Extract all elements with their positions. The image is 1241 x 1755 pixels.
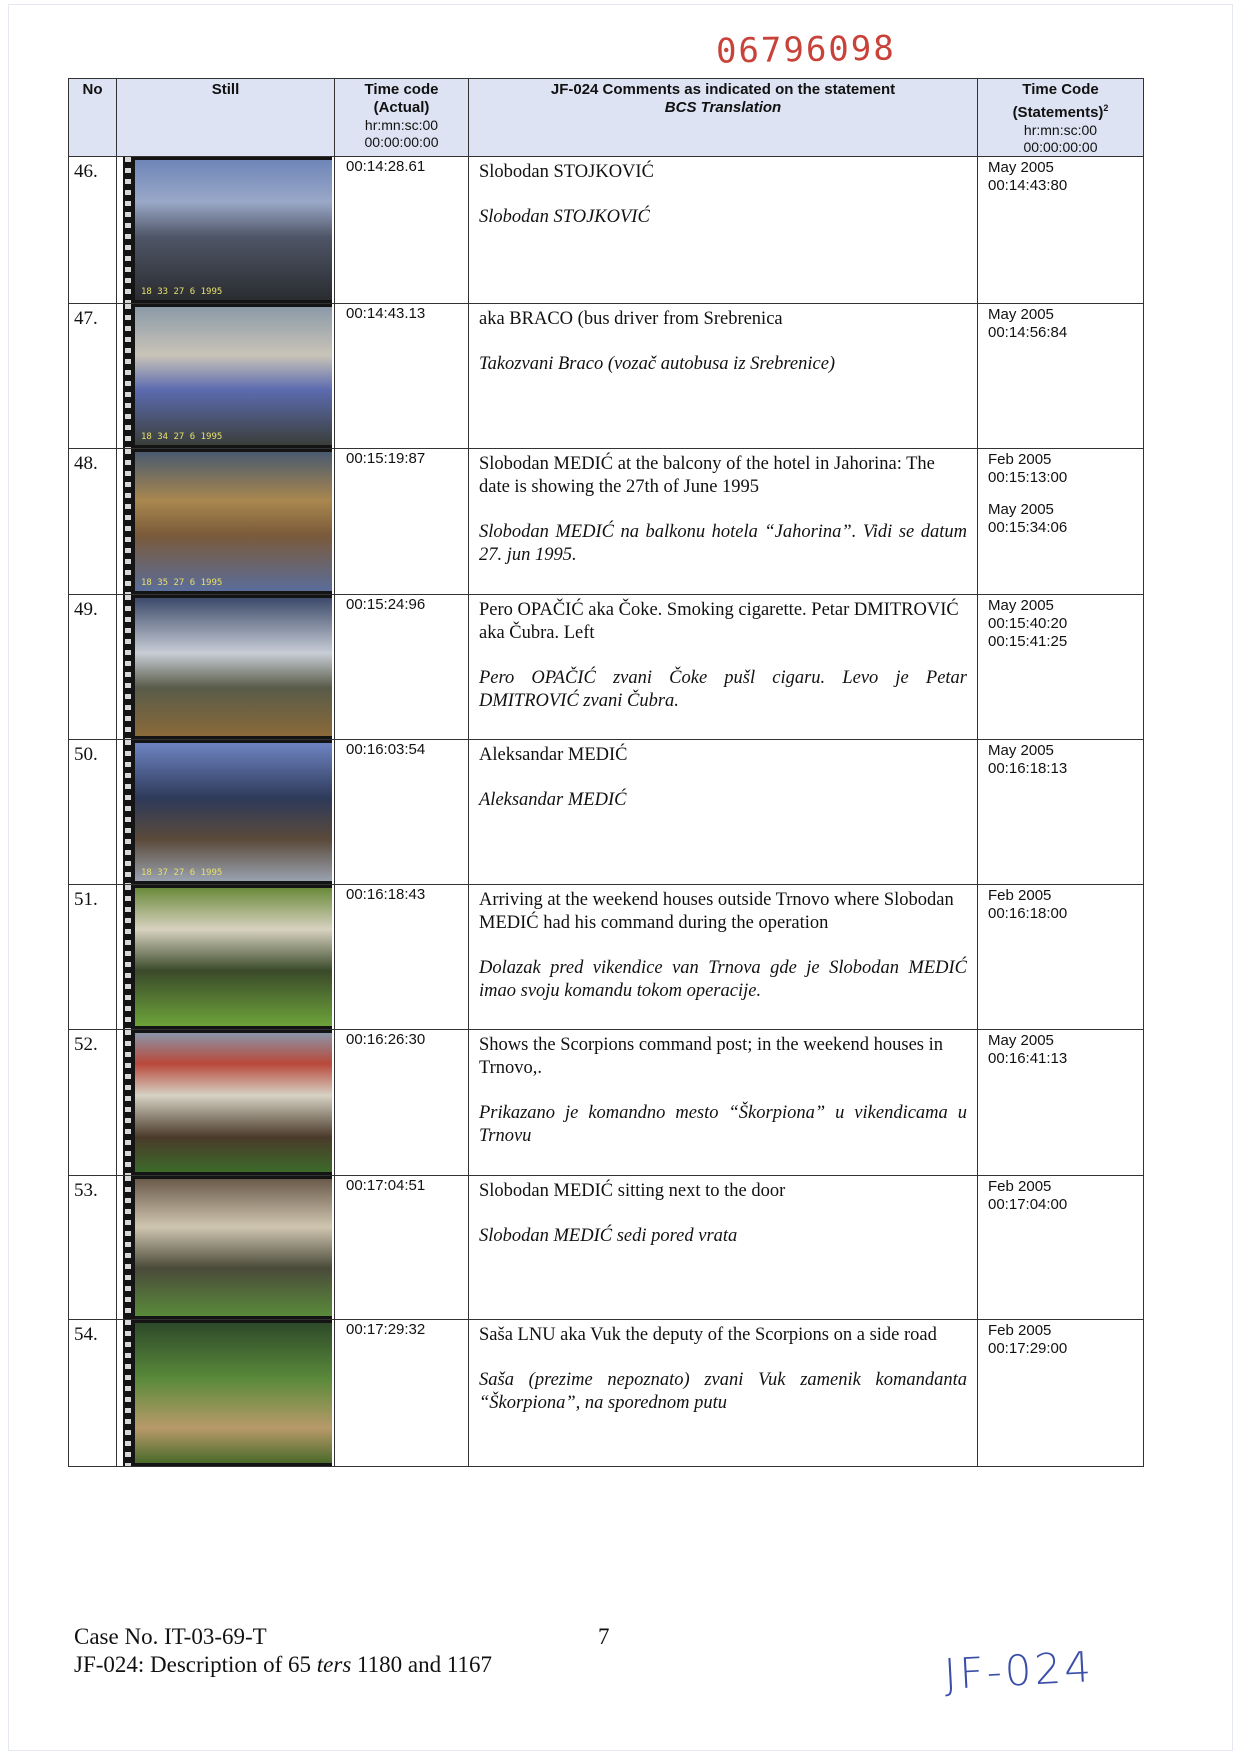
comment-bcs-translation: Saša (prezime nepoznato) zvani Vuk zamenik komandanta “Škorpiona”, na sporednom putu <box>479 1370 967 1413</box>
statement-timecode: 00:15:41:25 <box>988 633 1068 650</box>
comment-cell <box>469 449 978 595</box>
still-date-stamp: 18 34 27 6 1995 <box>141 432 223 442</box>
still-date-stamp: 18 37 27 6 1995 <box>141 868 223 878</box>
row-number: 53. <box>69 1176 117 1320</box>
comment-bcs-translation: Slobodan STOJKOVIĆ <box>479 207 650 227</box>
header-comments: JF-024 Comments as indicated on the statement BCS Translation <box>469 79 978 157</box>
comment-cell <box>469 1030 978 1176</box>
time-code-actual: 00:16:18:43 <box>335 885 469 1030</box>
time-code-actual: 00:15:19:87 <box>335 449 469 595</box>
video-still <box>117 885 335 1030</box>
still-image <box>135 743 332 881</box>
row-number: 47. <box>69 304 117 449</box>
comment-cell <box>469 1320 978 1467</box>
statement-timecode: May 2005 <box>988 159 1054 176</box>
video-still <box>117 449 335 595</box>
statement-timecode: May 2005 <box>988 501 1054 518</box>
comment-english: Saša LNU aka Vuk the deputy of the Scorpions on a side road <box>479 1325 937 1345</box>
statement-table <box>68 78 1144 1467</box>
statement-timecode: May 2005 <box>988 597 1054 614</box>
header-time-code-statements: Time Code (Statements)$^2$ hr:mn:sc:00 00:00:00:00 <box>978 79 1144 157</box>
handwritten-exhibit-mark: JF-024 <box>942 1642 1096 1699</box>
comment-english: Shows the Scorpions command post; in the weekend houses in Trnovo,. <box>479 1035 943 1078</box>
video-still <box>117 1030 335 1176</box>
video-still <box>117 595 335 740</box>
film-strip <box>123 157 332 303</box>
statement-timecode: May 2005 <box>988 306 1054 323</box>
video-still <box>117 740 335 885</box>
video-still <box>117 157 335 304</box>
table-row <box>69 595 1144 740</box>
statement-timecode: 00:16:18:13 <box>988 760 1068 777</box>
statement-timecode: 00:14:56:84 <box>988 324 1068 341</box>
row-number: 52. <box>69 1030 117 1176</box>
comment-bcs-translation: Slobodan MEDIĆ sedi pored vrata <box>479 1226 738 1246</box>
time-code-actual: 00:16:03:54 <box>335 740 469 885</box>
row-number: 46. <box>69 157 117 304</box>
comment-cell <box>469 595 978 740</box>
comment-cell <box>469 1176 978 1320</box>
statement-timecode: 00:16:41:13 <box>988 1050 1068 1067</box>
statement-timecode: May 2005 <box>988 1032 1054 1049</box>
table-row <box>69 1176 1144 1320</box>
film-strip <box>123 1176 332 1319</box>
comment-bcs-translation: Dolazak pred vikendice van Trnova gde je Slobodan MEDIĆ imao svoju komandu tokom operacije. <box>479 958 967 1001</box>
still-image <box>135 1179 332 1316</box>
still-image <box>135 598 332 736</box>
statement-timecode: 00:16:18:00 <box>988 905 1068 922</box>
still-date-stamp: 18 33 27 6 1995 <box>141 287 223 297</box>
statement-timecode: 00:15:40:20 <box>988 615 1068 632</box>
row-number: 48. <box>69 449 117 595</box>
comment-english: aka BRACO (bus driver from Srebrenica <box>479 309 783 329</box>
comment-english: Aleksandar MEDIĆ <box>479 745 628 765</box>
film-strip <box>123 885 332 1029</box>
still-image <box>135 1033 332 1172</box>
comment-bcs-translation: Aleksandar MEDIĆ <box>479 790 627 810</box>
row-number: 49. <box>69 595 117 740</box>
table-row <box>69 449 1144 595</box>
comment-english: Pero OPAČIĆ aka Čoke. Smoking cigarette. Petar DMITROVIĆ aka Čubra. Left <box>479 600 959 643</box>
time-code-statements <box>978 449 1144 595</box>
time-code-statements <box>978 595 1144 740</box>
table-row <box>69 157 1144 304</box>
header-still: Still <box>117 79 335 157</box>
time-code-statements <box>978 885 1144 1030</box>
table-row <box>69 740 1144 885</box>
time-code-actual: 00:14:28.61 <box>335 157 469 304</box>
header-time-code-actual: Time code (Actual) hr:mn:sc:00 00:00:00:00 <box>335 79 469 157</box>
still-image <box>135 1323 332 1463</box>
still-image <box>135 307 332 445</box>
comment-bcs-translation: Pero OPAČIĆ zvani Čoke pušl cigaru. Levo je Petar DMITROVIĆ zvani Čubra. <box>479 668 967 711</box>
statement-timecode: 00:15:34:06 <box>988 519 1068 536</box>
still-image <box>135 452 332 591</box>
comment-english: Slobodan STOJKOVIĆ <box>479 162 654 182</box>
row-number: 51. <box>69 885 117 1030</box>
comment-bcs-translation: Takozvani Braco (vozač autobusa iz Srebrenice) <box>479 354 836 374</box>
statement-timecode: Feb 2005 <box>988 1322 1052 1339</box>
comment-bcs-translation: Slobodan MEDIĆ na balkonu hotela “Jahorina”. Vidi se datum 27. jun 1995. <box>479 522 967 565</box>
time-code-statements <box>978 304 1144 449</box>
document-stamp-number: 06796098 <box>715 28 897 72</box>
table-row <box>69 1320 1144 1467</box>
statement-timecode: Feb 2005 <box>988 451 1052 468</box>
still-image <box>135 160 332 300</box>
statement-timecode: 00:14:43:80 <box>988 177 1068 194</box>
table-header-row <box>69 79 1144 157</box>
film-strip <box>123 1320 332 1466</box>
statement-timecode: Feb 2005 <box>988 1178 1052 1195</box>
comment-english: Slobodan MEDIĆ sitting next to the door <box>479 1181 786 1201</box>
time-code-actual: 00:16:26:30 <box>335 1030 469 1176</box>
comment-bcs-translation: Prikazano je komandno mesto “Škorpiona” u vikendicama u Trnovu <box>479 1103 967 1146</box>
video-still <box>117 1176 335 1320</box>
table-row <box>69 1030 1144 1176</box>
time-code-actual: 00:17:29:32 <box>335 1320 469 1467</box>
film-strip <box>123 449 332 594</box>
comment-cell <box>469 740 978 885</box>
statement-timecode: 00:17:29:00 <box>988 1340 1068 1357</box>
comment-cell <box>469 885 978 1030</box>
video-still <box>117 304 335 449</box>
time-code-statements <box>978 1030 1144 1176</box>
time-code-statements <box>978 1176 1144 1320</box>
still-image <box>135 888 332 1026</box>
row-number: 54. <box>69 1320 117 1467</box>
time-code-actual: 00:14:43.13 <box>335 304 469 449</box>
film-strip <box>123 1030 332 1175</box>
time-code-statements <box>978 1320 1144 1467</box>
statement-timecode: Feb 2005 <box>988 887 1052 904</box>
table-row <box>69 304 1144 449</box>
statement-timecode: 00:17:04:00 <box>988 1196 1068 1213</box>
row-number: 50. <box>69 740 117 885</box>
table-row <box>69 885 1144 1030</box>
film-strip <box>123 304 332 448</box>
film-strip <box>123 595 332 739</box>
header-no: No <box>69 79 117 157</box>
time-code-actual: 00:17:04:51 <box>335 1176 469 1320</box>
comment-cell <box>469 304 978 449</box>
time-code-statements <box>978 157 1144 304</box>
comment-english: Slobodan MEDIĆ at the balcony of the hotel in Jahorina: The date is showing the 27th of June 1995 <box>479 454 935 497</box>
statement-timecode: May 2005 <box>988 742 1054 759</box>
page-number: 7 <box>598 1624 610 1649</box>
document-description: JF-024: Description of 65 ters 1180 and 1167 <box>74 1652 493 1677</box>
time-code-actual: 00:15:24:96 <box>335 595 469 740</box>
comment-english: Arriving at the weekend houses outside Trnovo where Slobodan MEDIĆ had his command during the operation <box>479 890 954 933</box>
film-strip <box>123 740 332 884</box>
time-code-statements <box>978 740 1144 885</box>
comment-cell <box>469 157 978 304</box>
video-still <box>117 1320 335 1467</box>
still-date-stamp: 18 35 27 6 1995 <box>141 578 223 588</box>
statement-timecode: 00:15:13:00 <box>988 469 1068 486</box>
case-number: Case No. IT-03-69-T <box>74 1624 267 1649</box>
